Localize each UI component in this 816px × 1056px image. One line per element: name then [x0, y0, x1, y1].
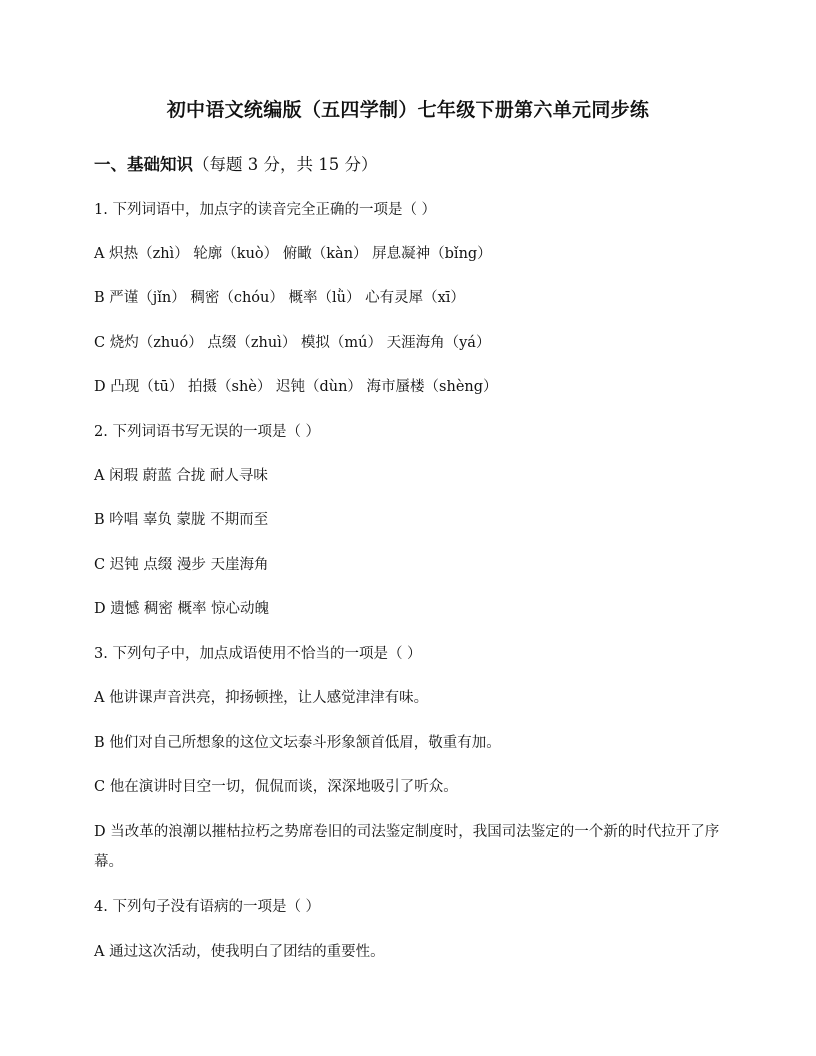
question-stem: 1. 下列词语中，加点字的读音完全正确的一项是（ ） — [94, 202, 437, 218]
page-title: 初中语文统编版（五四学制）七年级下册第六单元同步练 — [166, 99, 650, 121]
question-option: B 他们对自己所想象的这位文坛泰斗形象颔首低眉，敬重有加。 — [94, 735, 501, 751]
question-option: A 他讲课声音洪亮，抑扬顿挫，让人感觉津津有味。 — [94, 690, 429, 706]
question-option: B 严谨（jǐn） 稠密（chóu） 概率（lǜ） 心有灵犀（xī） — [94, 290, 465, 306]
question-stem: 2. 下列词语书写无误的一项是（ ） — [94, 424, 321, 440]
section-score-note: （每题 3 分，共 15 分） — [193, 155, 378, 174]
question-option: C 烧灼（zhuó） 点缀（zhuì） 模拟（mú） 天涯海角（yá） — [94, 335, 491, 351]
question-option: D 当改革的浪潮以摧枯拉朽之势席卷旧的司法鉴定制度时，我国司法鉴定的一个新的时代拉开了序幕。 — [94, 824, 720, 870]
question-stem: 4. 下列句子没有语病的一项是（ ） — [94, 899, 321, 915]
section-label: 一、基础知识 — [94, 155, 193, 174]
question-option: A 通过这次活动，使我明白了团结的重要性。 — [94, 944, 385, 960]
question-option: A 闲瑕 蔚蓝 合拢 耐人寻味 — [94, 468, 268, 484]
question-stem: 3. 下列句子中，加点成语使用不恰当的一项是（ ） — [94, 646, 422, 662]
question-option: A 炽热（zhì） 轮廓（kuò） 俯瞰（kàn） 屏息凝神（bǐng） — [94, 246, 492, 262]
section-heading — [94, 151, 377, 175]
question-option: D 遗憾 稠密 概率 惊心动魄 — [94, 601, 270, 617]
question-option: C 迟钝 点缀 漫步 天崖海角 — [94, 557, 269, 573]
question-option: C 他在演讲时目空一切，侃侃而谈，深深地吸引了听众。 — [94, 779, 458, 795]
question-option: B 吟唱 辜负 蒙胧 不期而至 — [94, 512, 269, 528]
question-option: D 凸现（tū） 拍摄（shè） 迟钝（dùn） 海市蜃楼（shèng） — [94, 379, 498, 395]
